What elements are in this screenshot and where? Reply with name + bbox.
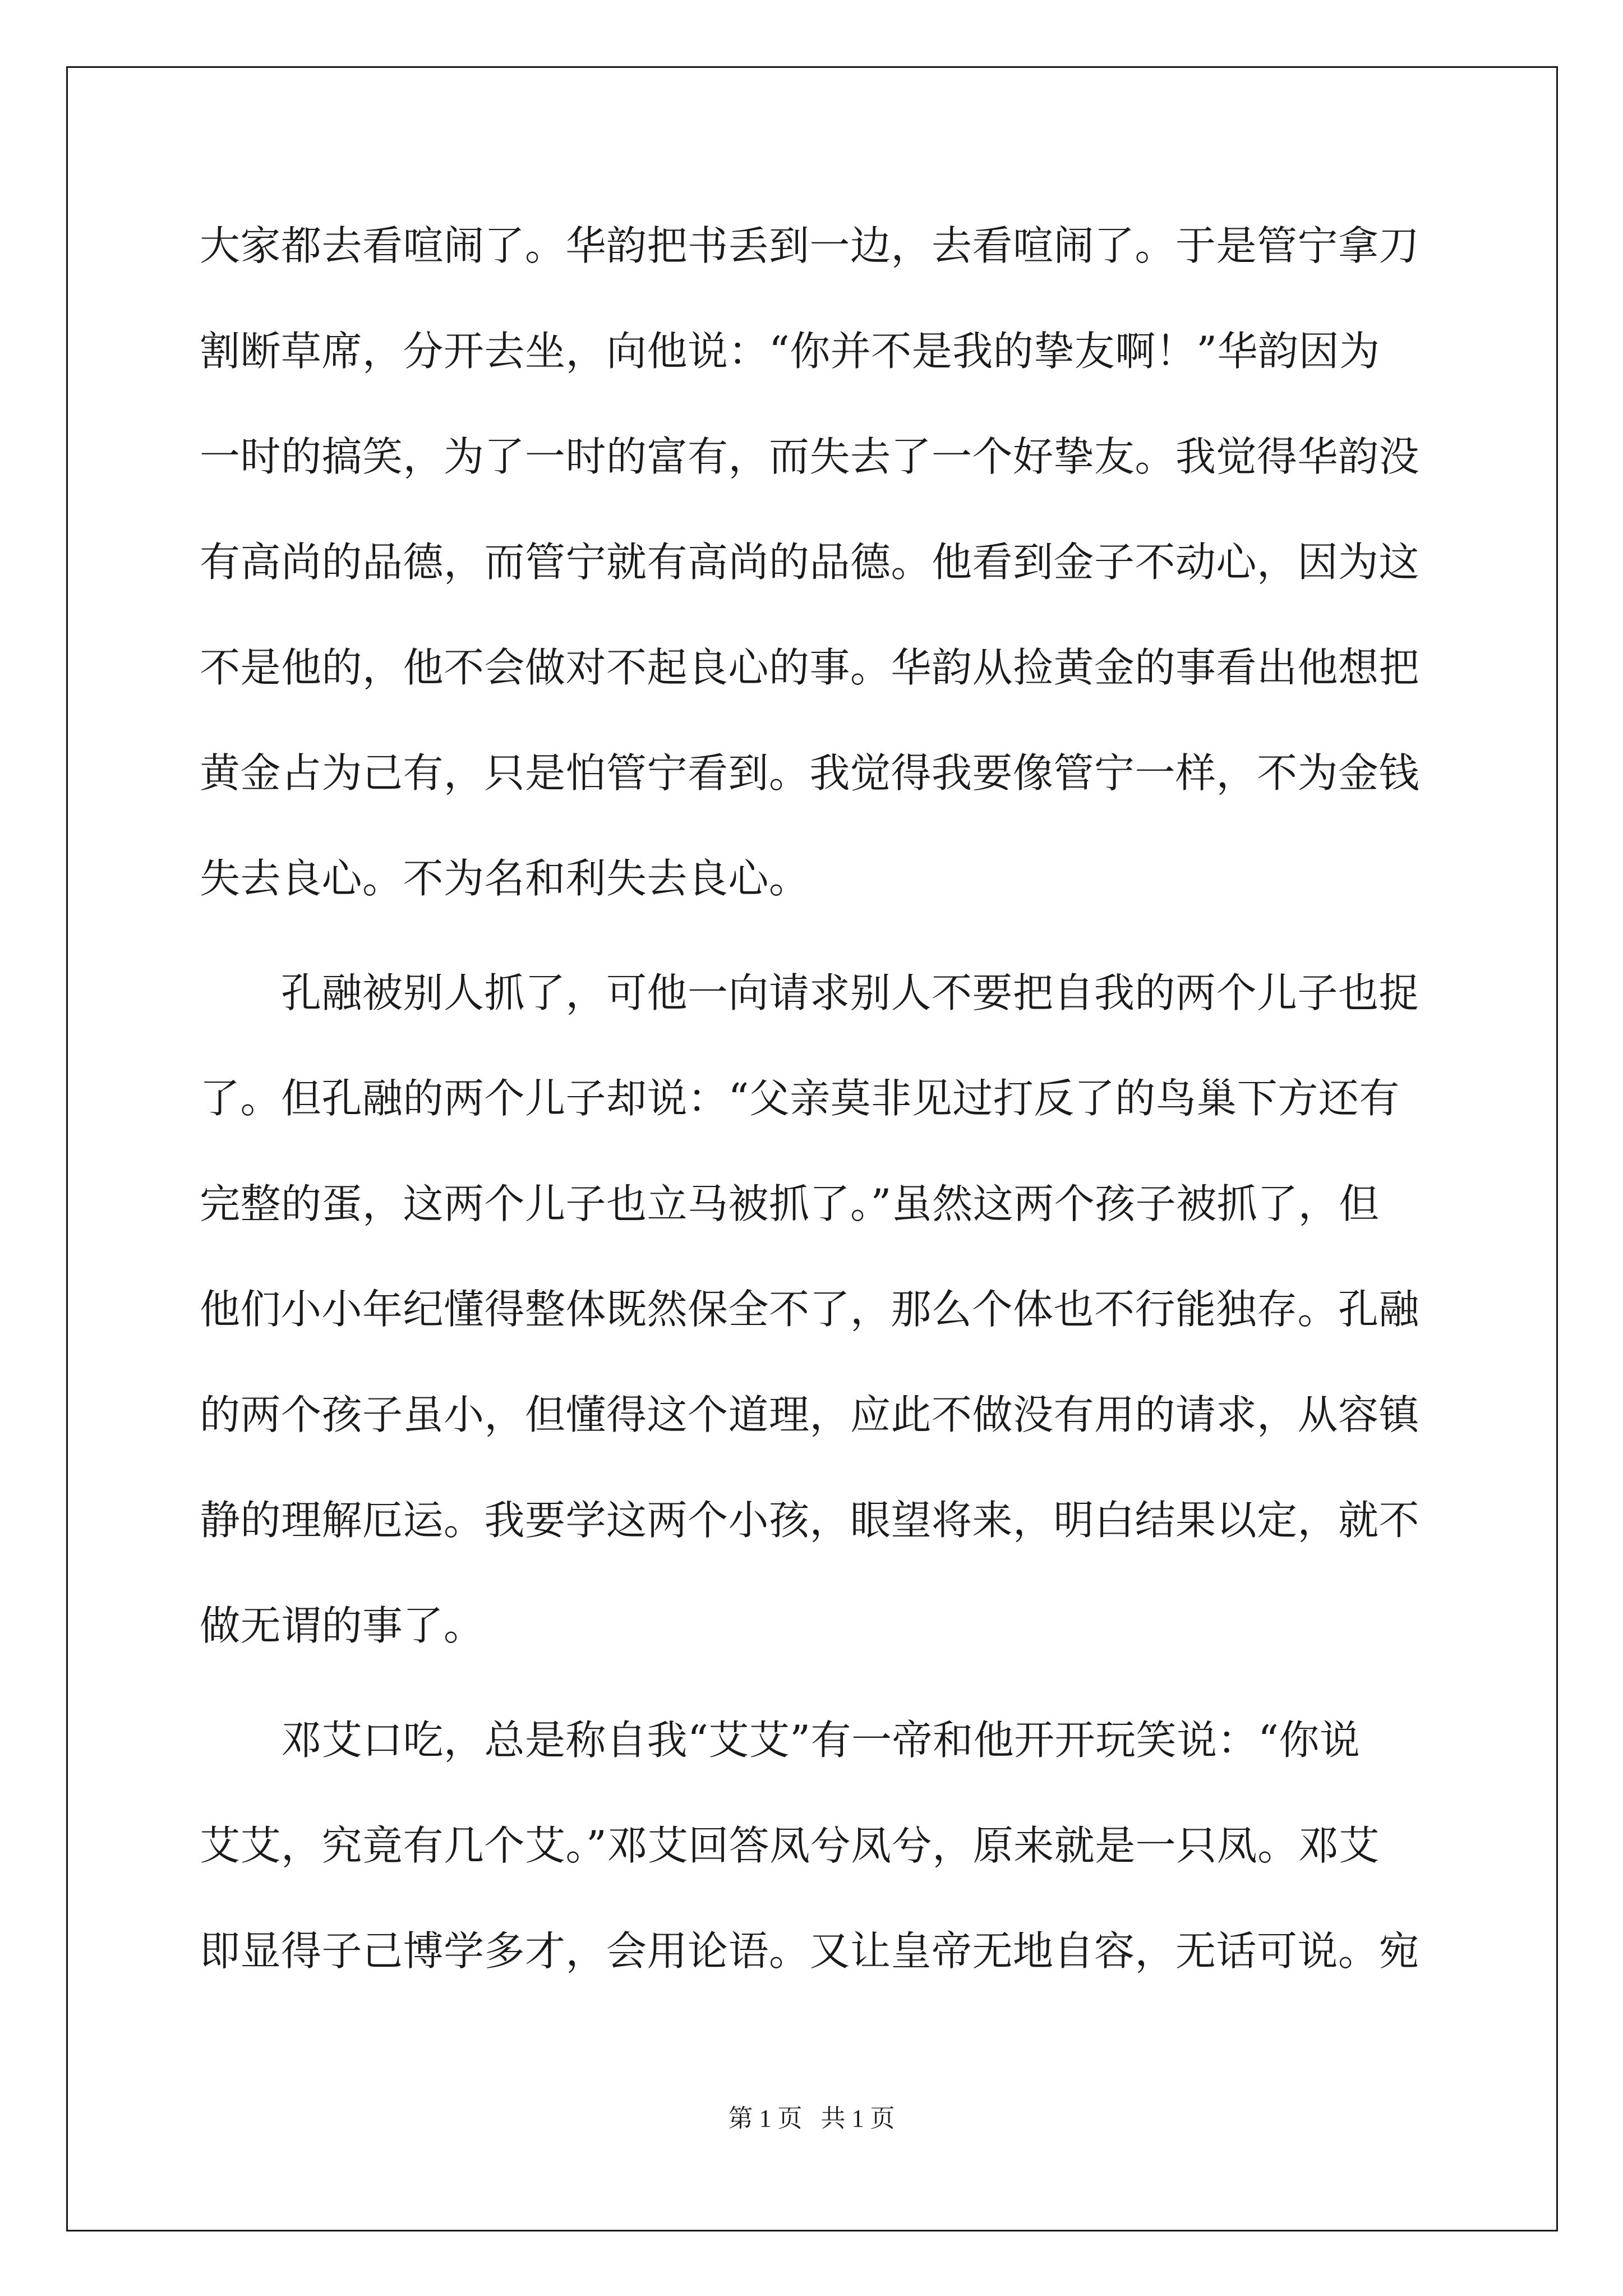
page-border xyxy=(66,66,1558,2231)
text-line: 黄金占为己有，只是怕管宁看到。我觉得我要像管宁一样，不为金钱 xyxy=(200,749,1420,797)
text-line: 的两个孩子虽小，但懂得这个道理，应此不做没有用的请求，从容镇 xyxy=(200,1391,1420,1438)
text-line: 了。但孔融的两个儿子却说：“父亲莫非见过打反了的鸟巢下方还有 xyxy=(200,1075,1400,1122)
text-line: 邓艾口吃，总是称自我“艾艾”有一帝和他开开玩笑说：“你说 xyxy=(200,1717,1361,1764)
text-line: 孔融被别人抓了，可他一向请求别人不要把自我的两个儿子也捉 xyxy=(200,969,1420,1016)
text-line: 失去良心。不为名和利失去良心。 xyxy=(200,855,810,902)
text-line: 艾艾，究竟有几个艾。”邓艾回答凤兮凤兮，原来就是一只凤。邓艾 xyxy=(200,1822,1380,1869)
text-line: 不是他的，他不会做对不起良心的事。华韵从捡黄金的事看出他想把 xyxy=(200,644,1420,691)
text-line: 一时的搞笑，为了一时的富有，而失去了一个好挚友。我觉得华韵没 xyxy=(200,433,1420,480)
text-line: 即显得子己博学多才，会用论语。又让皇帝无地自容，无话可说。宛 xyxy=(200,1927,1420,1975)
text-line: 大家都去看喧闹了。华韵把书丢到一边，去看喧闹了。于是管宁拿刀 xyxy=(200,222,1420,269)
page-footer: 第 1 页 共 1 页 xyxy=(728,2105,895,2132)
text-line: 静的理解厄运。我要学这两个小孩，眼望将来，明白结果以定，就不 xyxy=(200,1497,1420,1544)
text-line: 完整的蛋，这两个儿子也立马被抓了。”虽然这两个孩子被抓了，但 xyxy=(200,1180,1380,1227)
text-line: 做无谓的事了。 xyxy=(200,1602,485,1649)
text-line: 割断草席，分开去坐，向他说：“你并不是我的挚友啊！”华韵因为 xyxy=(200,328,1380,375)
text-line: 有高尚的品德，而管宁就有高尚的品德。他看到金子不动心，因为这 xyxy=(200,539,1420,586)
text-line: 他们小小年纪懂得整体既然保全不了，那么个体也不行能独存。孔融 xyxy=(200,1286,1420,1333)
